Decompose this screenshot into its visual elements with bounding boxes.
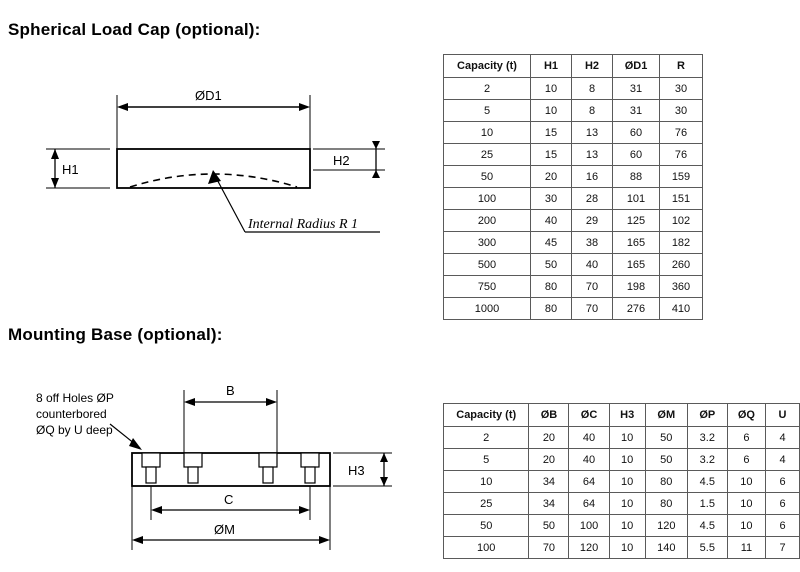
cell: 50 (444, 515, 529, 537)
cell: 70 (572, 276, 613, 298)
cell: 750 (444, 276, 531, 298)
cell: 38 (572, 232, 613, 254)
table-row (444, 122, 703, 144)
base-m-label: ØM (214, 522, 235, 537)
cell: 76 (660, 122, 703, 144)
cell: 6 (727, 427, 765, 449)
cell: 80 (531, 276, 572, 298)
cell: 300 (444, 232, 531, 254)
cell: 10 (727, 493, 765, 515)
cap-internal-radius-note: Internal Radius R 1 (248, 217, 359, 232)
cell: 28 (572, 188, 613, 210)
cell: 120 (569, 537, 609, 559)
col-header-p: ØP (687, 404, 727, 427)
cell: 60 (613, 144, 660, 166)
cell: 198 (613, 276, 660, 298)
table-row (444, 78, 703, 100)
cell: 10 (609, 471, 645, 493)
cell: 70 (572, 298, 613, 320)
cell: 64 (569, 471, 609, 493)
cell: 13 (572, 122, 613, 144)
cell: 20 (531, 166, 572, 188)
base-holes-note-line3: ØQ by U deep (36, 423, 113, 437)
cell: 30 (531, 188, 572, 210)
cell: 34 (529, 493, 569, 515)
cell: 159 (660, 166, 703, 188)
table-header-row (444, 55, 703, 78)
cell: 6 (766, 493, 800, 515)
page-title-mounting-base: Mounting Base (optional): (8, 325, 223, 344)
table-row (444, 188, 703, 210)
table-row (444, 515, 800, 537)
cell: 6 (727, 449, 765, 471)
col-header-capacity: Capacity (t) (444, 55, 531, 78)
cell: 3.2 (687, 449, 727, 471)
cell: 50 (531, 254, 572, 276)
base-h3-label: H3 (348, 463, 365, 478)
cell: 165 (613, 232, 660, 254)
cell: 165 (613, 254, 660, 276)
cell: 30 (660, 78, 703, 100)
table-row (444, 100, 703, 122)
cell: 10 (531, 100, 572, 122)
cell: 5 (444, 449, 529, 471)
col-header-h1: H1 (531, 55, 572, 78)
cell: 45 (531, 232, 572, 254)
cell: 40 (569, 449, 609, 471)
table-row (444, 493, 800, 515)
table-row (444, 276, 703, 298)
cell: 140 (645, 537, 687, 559)
col-header-u: U (766, 404, 800, 427)
table-row (444, 449, 800, 471)
col-header-h3: H3 (609, 404, 645, 427)
mounting-base-drawing (0, 370, 430, 570)
cell: 30 (660, 100, 703, 122)
cell: 276 (613, 298, 660, 320)
cell: 4 (766, 427, 800, 449)
cell: 6 (766, 515, 800, 537)
base-c-label: C (224, 492, 234, 507)
cell: 2 (444, 427, 529, 449)
table-row (444, 471, 800, 493)
cell: 40 (531, 210, 572, 232)
cell: 5.5 (687, 537, 727, 559)
cell: 10 (444, 471, 529, 493)
table-header-row (444, 404, 800, 427)
cell: 101 (613, 188, 660, 210)
cell: 8 (572, 78, 613, 100)
cell: 20 (529, 449, 569, 471)
page-title-spherical-load-cap: Spherical Load Cap (optional): (8, 20, 261, 39)
cell: 125 (613, 210, 660, 232)
cell: 31 (613, 100, 660, 122)
cell: 100 (444, 537, 529, 559)
col-header-q: ØQ (727, 404, 765, 427)
cell: 40 (572, 254, 613, 276)
cell: 10 (609, 449, 645, 471)
cell: 360 (660, 276, 703, 298)
cap-h1-label: H1 (62, 162, 79, 177)
cell: 100 (569, 515, 609, 537)
col-header-b: ØB (529, 404, 569, 427)
mounting-base-table (443, 403, 800, 559)
cell: 70 (529, 537, 569, 559)
cell: 4 (766, 449, 800, 471)
cell: 5 (444, 100, 531, 122)
cell: 10 (609, 493, 645, 515)
cell: 13 (572, 144, 613, 166)
cell: 80 (645, 493, 687, 515)
cell: 76 (660, 144, 703, 166)
cell: 34 (529, 471, 569, 493)
cell: 10 (609, 427, 645, 449)
cell: 25 (444, 493, 529, 515)
cell: 40 (569, 427, 609, 449)
table-row (444, 210, 703, 232)
cell: 500 (444, 254, 531, 276)
cell: 120 (645, 515, 687, 537)
col-header-d1: ØD1 (613, 55, 660, 78)
cell: 50 (444, 166, 531, 188)
cell: 6 (766, 471, 800, 493)
cell: 10 (727, 471, 765, 493)
cell: 102 (660, 210, 703, 232)
cell: 151 (660, 188, 703, 210)
cell: 4.5 (687, 515, 727, 537)
cell: 10 (609, 537, 645, 559)
cell: 20 (529, 427, 569, 449)
cell: 2 (444, 78, 531, 100)
spherical-load-cap-table (443, 54, 703, 320)
cap-diameter-label: ØD1 (195, 88, 222, 103)
table-row (444, 232, 703, 254)
table-row (444, 427, 800, 449)
cell: 10 (531, 78, 572, 100)
base-b-label: B (226, 383, 235, 398)
cell: 80 (645, 471, 687, 493)
cell: 50 (645, 427, 687, 449)
cell: 10 (609, 515, 645, 537)
cell: 260 (660, 254, 703, 276)
cell: 50 (645, 449, 687, 471)
cell: 80 (531, 298, 572, 320)
cell: 16 (572, 166, 613, 188)
spherical-load-cap-drawing (0, 60, 430, 290)
cell: 8 (572, 100, 613, 122)
cell: 1.5 (687, 493, 727, 515)
cell: 25 (444, 144, 531, 166)
cell: 11 (727, 537, 765, 559)
cell: 31 (613, 78, 660, 100)
cell: 15 (531, 144, 572, 166)
cell: 15 (531, 122, 572, 144)
table-row (444, 254, 703, 276)
cell: 10 (444, 122, 531, 144)
cell: 100 (444, 188, 531, 210)
table-row (444, 298, 703, 320)
cap-h2-label: H2 (333, 153, 350, 168)
cell: 3.2 (687, 427, 727, 449)
table-row (444, 144, 703, 166)
cell: 50 (529, 515, 569, 537)
cell: 60 (613, 122, 660, 144)
base-holes-note-line2: counterbored (36, 407, 107, 421)
col-header-c: ØC (569, 404, 609, 427)
col-header-h2: H2 (572, 55, 613, 78)
cell: 200 (444, 210, 531, 232)
cell: 7 (766, 537, 800, 559)
base-holes-note-line1: 8 off Holes ØP (36, 391, 114, 405)
cell: 182 (660, 232, 703, 254)
cell: 410 (660, 298, 703, 320)
col-header-capacity: Capacity (t) (444, 404, 529, 427)
table-row (444, 537, 800, 559)
cell: 4.5 (687, 471, 727, 493)
col-header-m: ØM (645, 404, 687, 427)
table-row (444, 166, 703, 188)
cell: 29 (572, 210, 613, 232)
cell: 10 (727, 515, 765, 537)
col-header-r: R (660, 55, 703, 78)
cell: 64 (569, 493, 609, 515)
cell: 1000 (444, 298, 531, 320)
cell: 88 (613, 166, 660, 188)
